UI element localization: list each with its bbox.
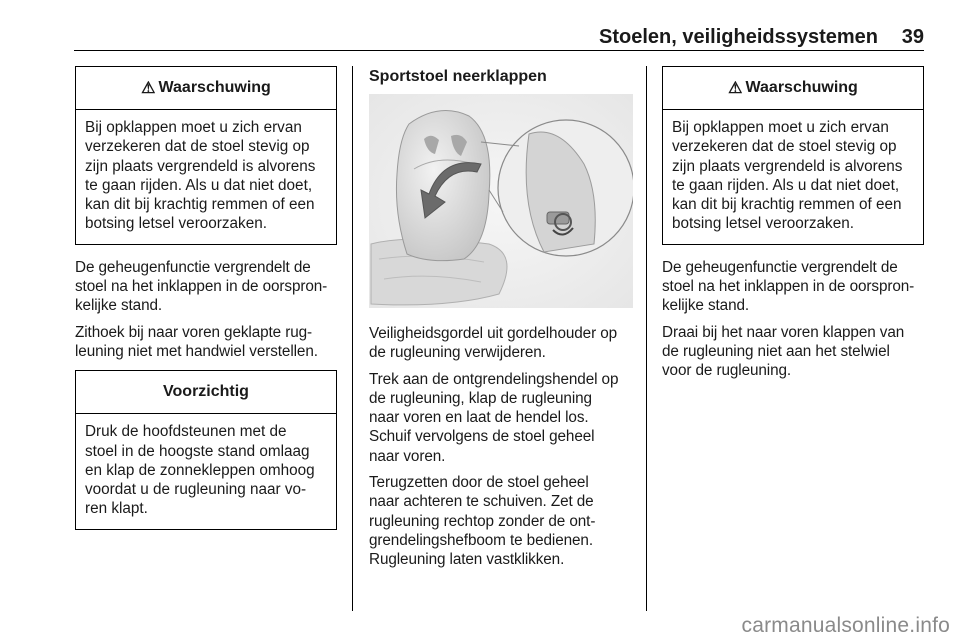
warning-title: Waarschuwing — [158, 79, 271, 96]
text-line: stoel in de hoogste stand omlaag — [85, 442, 310, 460]
warning-title: Waarschuwing — [745, 79, 858, 96]
text-line: te gaan rijden. Als u dat niet doet, — [672, 176, 900, 194]
column-2 — [369, 66, 633, 577]
warning-text — [663, 110, 923, 244]
warning-box — [75, 66, 337, 245]
text-line: te gaan rijden. Als u dat niet doet, — [85, 176, 313, 194]
text-line: ren klapt. — [85, 500, 148, 518]
column-divider-1 — [352, 66, 353, 611]
paragraph — [75, 258, 337, 316]
text-line: Rugleuning laten vastklikken. — [369, 551, 565, 569]
column-divider-2 — [646, 66, 647, 611]
text-line: zijn plaats vergrendeld is alvorens — [672, 157, 903, 175]
text-line: Veiligheidsgordel uit gordelhouder op — [369, 325, 618, 342]
warning-triangle-icon: ⚠ — [141, 80, 156, 97]
text-line: Zithoek bij naar voren geklapte rug- — [75, 323, 313, 341]
text-line: verzekeren dat de stoel stevig op — [672, 138, 897, 156]
text-line: stoel na het inklappen in de oorspron- — [75, 278, 328, 296]
text-line: en klap de zonnekleppen omhoog — [85, 461, 315, 479]
text-line: rugleuning rechtop zonder de ont- — [369, 512, 596, 530]
text-line: De geheugenfunctie vergrendelt de — [75, 258, 311, 276]
page-number: 39 — [901, 26, 924, 48]
text-line: zijn plaats vergrendeld is alvorens — [85, 157, 316, 175]
caution-text — [76, 414, 336, 528]
text-line: voor de rugleuning. — [662, 362, 792, 380]
text-line: Bij opklappen moet u zich ervan — [85, 119, 302, 136]
paragraph — [369, 324, 633, 363]
page-title: Stoelen, veiligheidssystemen — [599, 26, 878, 48]
text-line: kan dit bij krachtig remmen of een — [85, 196, 315, 214]
text-line: De geheugenfunctie vergrendelt de — [662, 258, 898, 276]
text-line: Draai bij het naar voren klappen van — [662, 323, 905, 341]
text-line: Terugzetten door de stoel geheel — [369, 474, 589, 492]
text-line: kelijke stand. — [75, 297, 163, 315]
paragraph — [662, 323, 924, 381]
paragraph — [369, 370, 633, 466]
sport-seat-illustration — [369, 94, 633, 308]
warning-triangle-icon: ⚠ — [728, 80, 743, 97]
text-line: naar voren. — [369, 447, 446, 465]
text-line: voordat u de rugleuning naar vo- — [85, 481, 307, 499]
text-line: verzekeren dat de stoel stevig op — [85, 138, 310, 156]
caution-box — [75, 370, 337, 529]
text-line: naar voren en laat de hendel los. — [369, 409, 589, 427]
section-heading: Sportstoel neerklappen — [369, 68, 547, 85]
text-line: botsing letsel veroorzaken. — [672, 215, 854, 233]
watermark-link[interactable]: carmanualsonline.info — [741, 614, 950, 637]
warning-text — [76, 110, 336, 244]
warning-box — [662, 66, 924, 245]
text-line: kan dit bij krachtig remmen of een — [672, 196, 902, 214]
warning-header — [663, 67, 923, 110]
text-line: grendelingshefboom te bedienen. — [369, 531, 593, 549]
warning-header — [76, 67, 336, 110]
text-line: de rugleuning, klap de rugleuning — [369, 389, 592, 407]
column-1 — [75, 66, 337, 530]
column-3 — [662, 66, 924, 388]
paragraph — [75, 323, 337, 362]
text-line: Trek aan de ontgrendelingshendel op — [369, 370, 619, 388]
paragraph — [662, 258, 924, 316]
text-line: kelijke stand. — [662, 297, 750, 315]
text-line: botsing letsel veroorzaken. — [85, 215, 267, 233]
text-line: Druk de hoofdsteunen met de — [85, 423, 287, 441]
text-line: Schuif vervolgens de stoel geheel — [369, 428, 595, 446]
caution-header — [76, 371, 336, 414]
seat-backrest — [396, 111, 489, 261]
text-line: Bij opklappen moet u zich ervan — [672, 119, 889, 136]
page-header — [74, 24, 924, 51]
text-line: de rugleuning niet aan het stelwiel — [662, 342, 890, 360]
caution-title: Voorzichtig — [163, 383, 249, 401]
text-line: leuning niet met handwiel verstellen. — [75, 342, 318, 360]
text-line: naar achteren te schuiven. Zet de — [369, 493, 594, 511]
paragraph — [369, 473, 633, 569]
text-line: de rugleuning verwijderen. — [369, 344, 546, 362]
text-line: stoel na het inklappen in de oorspron- — [662, 278, 915, 296]
